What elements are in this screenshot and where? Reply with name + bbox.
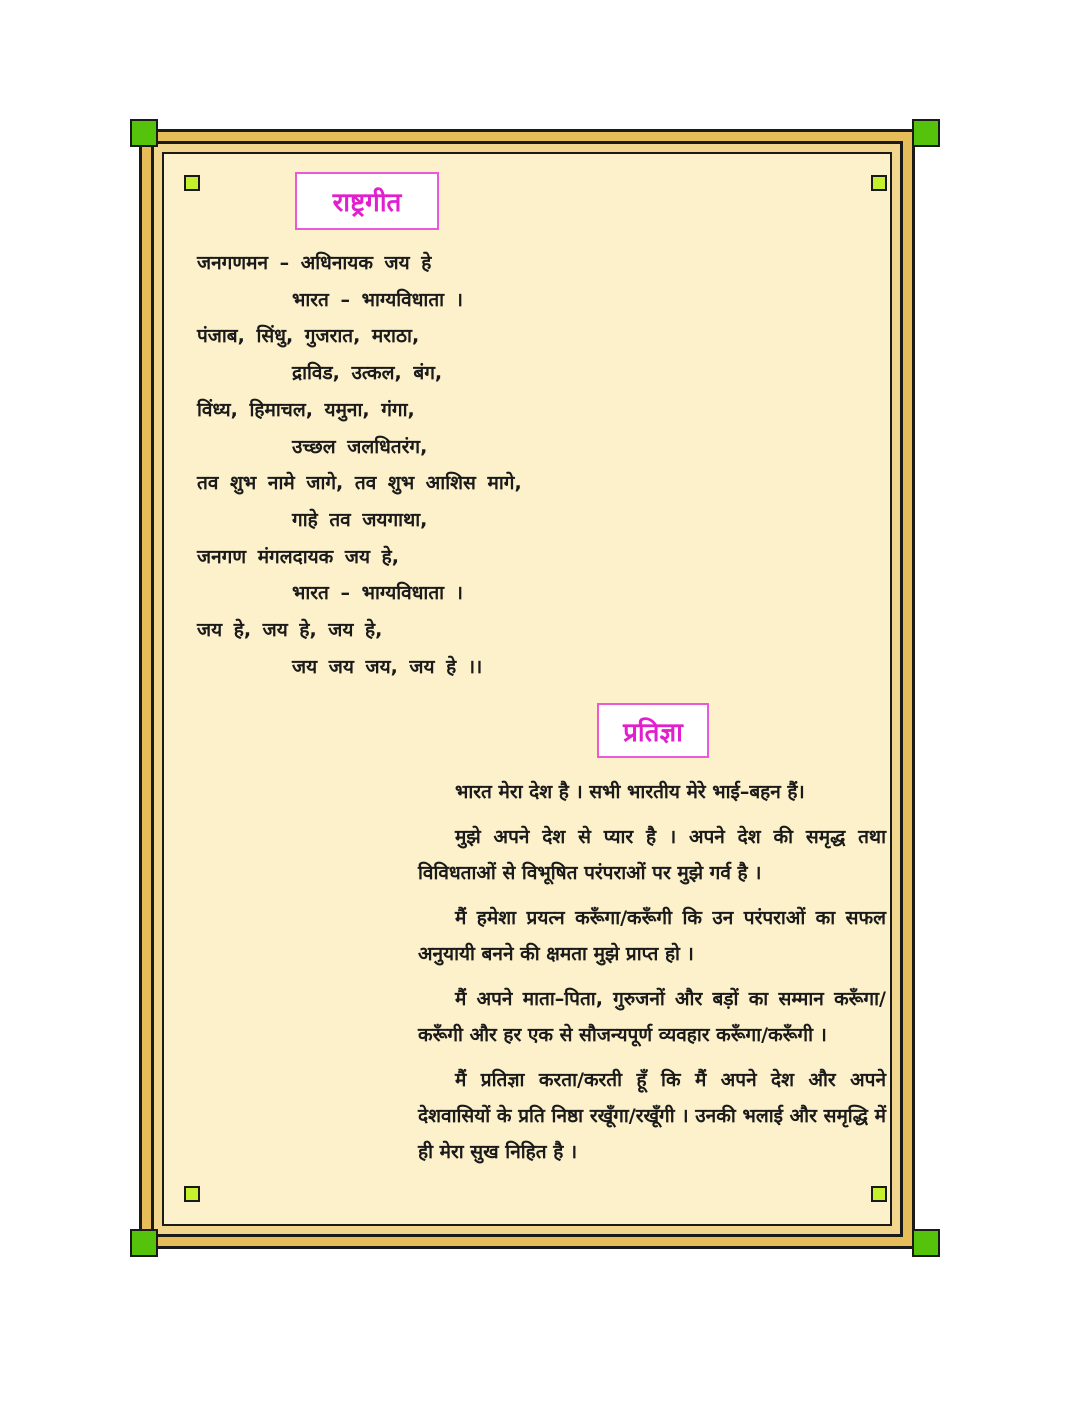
anthem-text (197, 245, 627, 685)
pledge-title: प्रतिज्ञा (597, 703, 709, 758)
anthem-line: जय हे, जय हे, जय हे, (197, 619, 383, 642)
anthem-line: जय जय जय, जय हे ।। (292, 655, 483, 678)
anthem-line: उच्छल जलधितरंग, (292, 435, 428, 458)
pledge-text (418, 774, 886, 1179)
anthem-title: राष्ट्रगीत (295, 172, 439, 230)
anthem-line: जनगण मंगलदायक जय हे, (197, 545, 399, 568)
anthem-line: भारत – भाग्यविधाता । (292, 582, 463, 605)
corner-square-top-left (130, 119, 158, 147)
anthem-line: भारत – भाग्यविधाता । (292, 288, 463, 311)
pledge-paragraph: भारत मेरा देश है । सभी भारतीय मेरे भाई–बहन हैं। (455, 781, 805, 803)
corner-square-top-right (912, 119, 940, 147)
pledge-paragraph: मैं प्रतिज्ञा करता/करती हूँ कि मैं अपने देश और अपने देशवासियों के प्रति निष्ठा रखूँगा/रखूँगी । उनकी भलाई और समृद्धि में ही मेरा सुख निहित है । (418, 1069, 886, 1163)
anthem-line: गाहे तव जयगाथा, (292, 508, 428, 531)
corner-dot-bottom-left (184, 1186, 200, 1202)
corner-dot-bottom-right (871, 1186, 887, 1202)
pledge-paragraph: मैं अपने माता–पिता, गुरुजनों और बड़ों का सम्मान करूँगा/करूँगी और हर एक से सौजन्यपूर्ण व्यवहार करूँगा/करूँगी । (418, 988, 886, 1046)
pledge-paragraph: मुझे अपने देश से प्यार है । अपने देश की समृद्ध तथा विविधताओं से विभूषित परंपराओं पर मुझे गर्व है । (418, 826, 886, 884)
corner-dot-top-left (184, 175, 200, 191)
pledge-paragraph: मैं हमेशा प्रयत्न करूँगा/करूँगी कि उन परंपराओं का सफल अनुयायी बनने की क्षमता मुझे प्राप्त हो । (418, 907, 886, 965)
anthem-line: विंध्य, हिमाचल, यमुना, गंगा, (197, 398, 415, 421)
corner-square-bottom-left (130, 1229, 158, 1257)
corner-dot-top-right (871, 175, 887, 191)
anthem-line: जनगणमन – अधिनायक जय हे (197, 252, 432, 274)
anthem-line: पंजाब, सिंधु, गुजरात, मराठा, (197, 325, 420, 348)
corner-square-bottom-right (912, 1229, 940, 1257)
anthem-line: द्राविड, उत्कल, बंग, (292, 362, 443, 385)
anthem-line: तव शुभ नामे जागे, तव शुभ आशिस मागे, (197, 472, 522, 495)
